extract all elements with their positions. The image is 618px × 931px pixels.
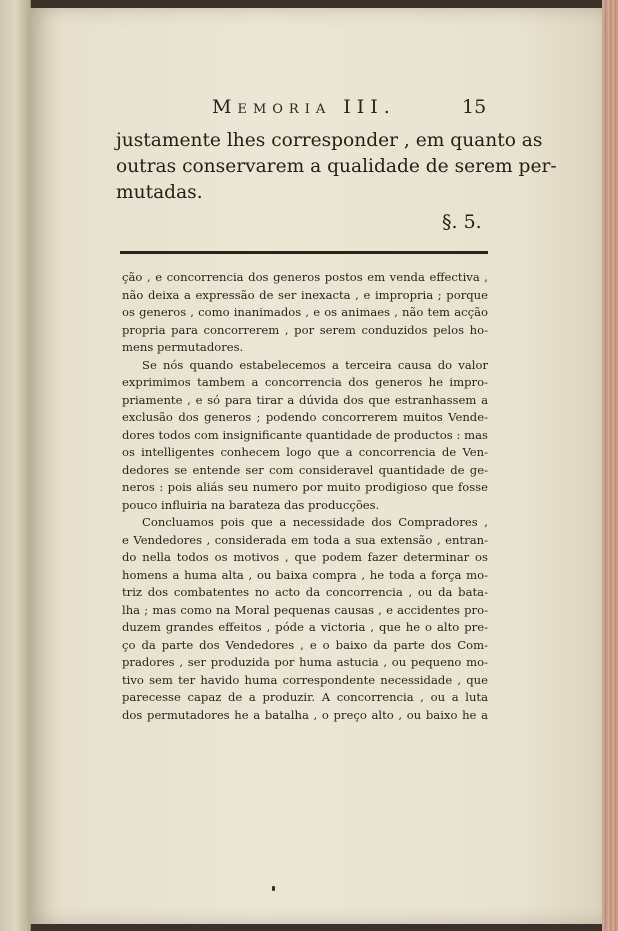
text-line: não deixa a expressão de ser inexacta , e impropria ; porque	[122, 287, 488, 302]
ink-speck	[272, 886, 275, 891]
text-line: propria para concorrerem , por serem conduzidos pelos ho-	[122, 322, 488, 337]
text-line: Se nós quando estabelecemos a terceira causa do valor	[142, 357, 488, 372]
text-line: justamente lhes corresponder , em quanto as	[116, 130, 543, 151]
text-line: dedores se entende ser com consideravel quantidade de ge-	[122, 462, 488, 477]
text-line: outras conservarem a qualidade de serem per-	[116, 156, 557, 177]
facing-page-edge	[0, 0, 31, 931]
footnote-body	[122, 269, 488, 724]
text-line: triz dos combatentes no acto da concorrencia , ou da bata-	[122, 585, 488, 599]
text-line: mutadas.	[116, 182, 203, 203]
continued-text-block	[116, 128, 557, 206]
footnote-divider	[120, 251, 488, 254]
text-line: pradores , ser produzida por huma astucia , ou pequeno mo-	[122, 655, 488, 669]
running-title: Memoria III.	[212, 96, 396, 118]
text-line: parecesse capaz de a produzir. A concorrencia , ou a luta	[122, 690, 488, 704]
text-line: e Vendedores , considerada em toda a sua extensão , entran-	[122, 532, 488, 547]
page-block-edge	[602, 0, 618, 931]
text-line: duzem grandes effeitos , póde a victoria , que he o alto pre-	[122, 620, 488, 634]
text-line: os intelligentes conhecem logo que a concorrencia de Ven-	[122, 445, 488, 459]
text-line: dores todos com insignificante quantidade de productos : mas	[122, 427, 488, 442]
paragraph	[122, 269, 488, 357]
paragraph	[122, 514, 488, 724]
text-line: neros : pois aliás seu numero por muito prodigioso que fosse	[122, 480, 488, 494]
section-heading: §. 5.	[442, 211, 482, 233]
text-line: dos permutadores he a batalha , o preço alto , ou baixo he a	[122, 707, 488, 722]
text-line: ço da parte dos Vendedores , e o baixo da parte dos Com-	[122, 637, 488, 652]
text-line: tivo sem ter havido huma correspondente necessidade , que	[122, 672, 488, 687]
text-line: do nella todos os motivos , que podem fazer determinar os	[122, 550, 488, 564]
paragraph	[122, 357, 488, 515]
book-page	[30, 8, 602, 924]
text-line: os generos , como inanimados , e os animaes , não tem acção	[122, 305, 488, 319]
text-line: homens a huma alta , ou baixa compra , he toda a força mo-	[122, 567, 488, 582]
page-number: 15	[462, 96, 487, 118]
text-line: pouco influiria na barateza das producções.	[122, 497, 380, 512]
text-line: ção , e concorrencia dos generos postos em venda effectiva ,	[122, 270, 488, 284]
text-line: lha ; mas como na Moral pequenas causas , e accidentes pro-	[122, 602, 488, 617]
text-line: exprimimos tambem a concorrencia dos generos he impro-	[122, 375, 488, 389]
text-line: mens permutadores.	[122, 340, 244, 354]
text-line: Concluamos pois que a necessidade dos Compradores ,	[142, 515, 488, 529]
text-line: exclusão dos generos ; podendo concorrerem muitos Vende-	[122, 410, 488, 424]
text-line: priamente , e só para tirar a dúvida dos que estranhassem a	[122, 392, 488, 407]
page-header	[30, 96, 602, 120]
